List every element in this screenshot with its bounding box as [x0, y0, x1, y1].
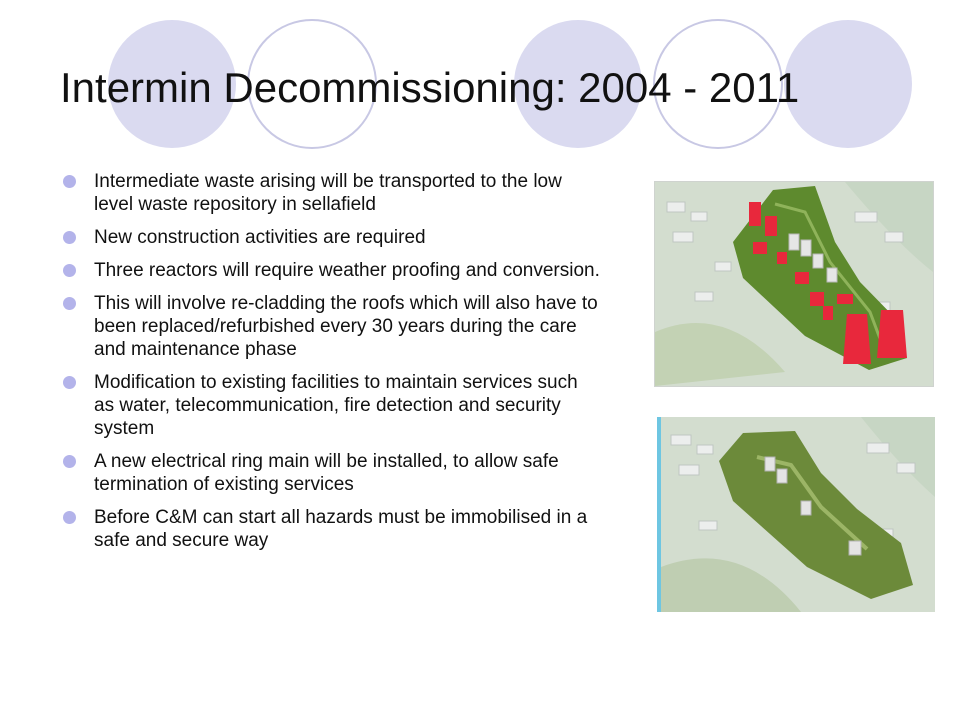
- bullet-icon: [63, 264, 76, 277]
- bullet-item: [60, 506, 600, 552]
- bullet-icon: [63, 297, 76, 310]
- bullet-text: New construction activities are required: [94, 227, 426, 248]
- bullet-icon: [63, 175, 76, 188]
- bullet-item: [60, 371, 600, 440]
- bullet-list: [60, 170, 600, 562]
- bullet-item: [60, 226, 600, 249]
- bullet-icon: [63, 511, 76, 524]
- bullet-item: [60, 292, 600, 361]
- bullet-icon: [63, 376, 76, 389]
- bullet-icon: [63, 455, 76, 468]
- bullet-text: Intermediate waste arising will be transported to the low level waste repository in sellafield: [94, 171, 562, 215]
- slide-title: Intermin Decommissioning: 2004 - 2011: [60, 64, 800, 111]
- bullet-text: This will involve re-cladding the roofs which will also have to been replaced/refurbished every 30 years during the care and maintenance phase: [94, 293, 598, 360]
- bullet-item: [60, 450, 600, 496]
- bullet-text: A new electrical ring main will be installed, to allow safe termination of existing services: [94, 451, 559, 495]
- site-before-image: [654, 181, 934, 387]
- deco-circle-5: [784, 20, 912, 148]
- bullet-icon: [63, 231, 76, 244]
- bullet-item: [60, 170, 600, 216]
- bullet-text: Three reactors will require weather proofing and conversion.: [94, 260, 600, 281]
- site-after-image: [657, 417, 935, 612]
- bullet-text: Modification to existing facilities to maintain services such as water, telecommunication, fire detection and security system: [94, 372, 578, 439]
- bullet-text: Before C&M can start all hazards must be immobilised in a safe and secure way: [94, 507, 588, 551]
- bullet-item: [60, 259, 600, 282]
